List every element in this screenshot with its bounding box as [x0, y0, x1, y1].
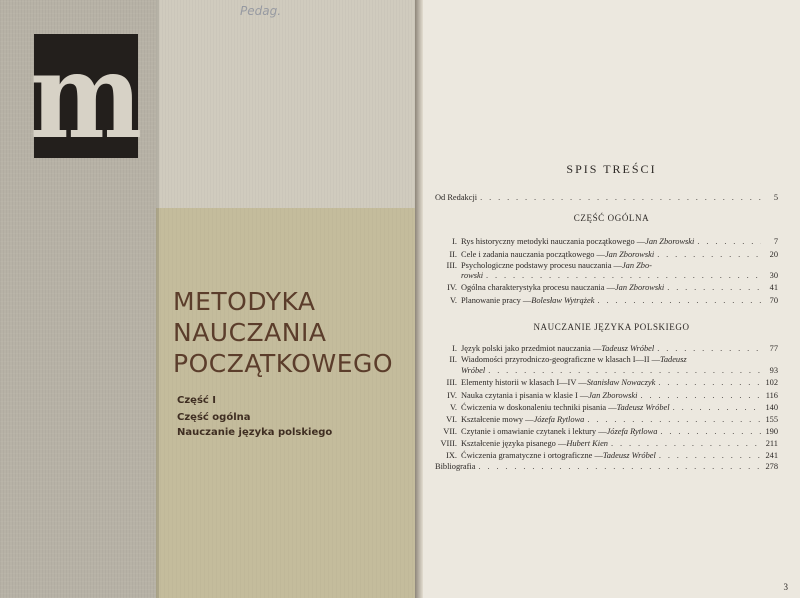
toc-entry — [427, 296, 778, 306]
toc-leader — [488, 366, 761, 376]
toc-leader — [659, 451, 761, 461]
toc-entry — [427, 391, 778, 401]
toc-entry-author: Jan Zborowski — [614, 283, 665, 292]
toc-leader — [640, 391, 761, 401]
toc-entry-page: 5 — [773, 193, 778, 202]
cover-title-line: NAUCZANIA — [173, 318, 327, 347]
toc-entry-number: III. — [446, 261, 457, 270]
toc-entry — [427, 237, 778, 247]
book-gutter — [415, 0, 423, 598]
toc-entry — [427, 283, 778, 293]
logo-letter: m — [29, 26, 143, 165]
toc-entry-title: Rys historyczny metodyki nauczania początkowego — — [461, 237, 646, 246]
toc-entry-page: 93 — [769, 366, 778, 375]
page-number: 3 — [783, 582, 788, 592]
toc-entry-number: IX. — [446, 451, 457, 460]
section-heading: CZĘŚĆ OGÓLNA — [573, 213, 650, 223]
toc-entry-number: V. — [449, 296, 457, 305]
toc-entry-page: 211 — [765, 439, 778, 448]
toc-leader — [660, 427, 761, 437]
toc-entry — [427, 427, 778, 437]
toc-entry-page: 7 — [773, 237, 778, 246]
toc-entry-page: 30 — [769, 271, 778, 280]
toc-entry-author: Tadeusz Wróbel — [602, 451, 656, 460]
toc-entry-continuation — [461, 271, 778, 281]
toc-entry-author: Jan Zbo- — [621, 261, 652, 270]
toc-entry-author: Tadeusz — [659, 355, 687, 364]
cover-board-edge — [156, 0, 159, 598]
cover-subtitle-line: Część ogólna — [177, 412, 251, 423]
toc-entry-title: Bibliografia — [435, 462, 476, 471]
contents-page — [423, 0, 800, 598]
toc-entry-author: Jan Zborowski — [588, 391, 638, 400]
toc-entry-number: VI. — [446, 415, 457, 424]
toc-entry-title: Ćwiczenia w doskonaleniu techniki pisania — — [461, 403, 617, 412]
toc-entry-number: VIII. — [440, 439, 457, 448]
toc-entry — [427, 261, 778, 271]
toc-entry-author: Tadeusz Wróbel — [601, 344, 655, 353]
toc-entry — [427, 344, 778, 354]
toc-entry-page: 140 — [765, 403, 778, 412]
toc-entry-page: 102 — [765, 378, 778, 387]
toc-entry-page: 41 — [769, 283, 778, 292]
toc-entry-page: 77 — [769, 344, 778, 353]
toc-entry-number: IV. — [447, 283, 457, 292]
cover-title-line: POCZĄTKOWEGO — [173, 349, 394, 378]
toc-entry-page: 70 — [769, 296, 778, 305]
toc-entry-intro — [435, 193, 778, 203]
toc-entry-page: 278 — [765, 462, 778, 471]
toc-entry-page: 20 — [769, 250, 778, 259]
toc-entry-page: 241 — [765, 451, 778, 460]
toc-leader — [486, 271, 761, 281]
toc-entry-author: Jan Zborowski — [645, 237, 695, 246]
toc-leader — [480, 193, 761, 203]
toc-entry-page: 116 — [765, 391, 778, 400]
toc-heading: SPIS TREŚCI — [566, 162, 657, 176]
toc-leader — [697, 237, 761, 247]
toc-leader — [478, 462, 761, 472]
toc-entry-number: I. — [452, 344, 457, 353]
toc-entry-title: Ćwiczenia gramatyczne i ortograficzne — — [461, 451, 603, 460]
toc-leader — [587, 415, 761, 425]
cover-board-top — [156, 0, 415, 208]
toc-entry-page: 155 — [765, 415, 778, 424]
toc-entry-author: Józefa Rytlowa — [606, 427, 658, 436]
toc-leader — [611, 439, 761, 449]
toc-entry-title: Kształcenie języka pisanego — — [461, 439, 567, 448]
toc-entry-title: Psychologiczne podstawy procesu nauczania — — [461, 261, 622, 270]
toc-entry-continuation — [461, 366, 778, 376]
toc-entry-title: Od Redakcji — [435, 193, 478, 202]
toc-entry-title: Planowanie pracy — — [461, 296, 532, 305]
cover-part-label: Część I — [177, 395, 217, 406]
toc-entry — [427, 403, 778, 413]
toc-entry-number: I. — [452, 237, 457, 246]
toc-entry-number: II. — [449, 355, 457, 364]
toc-entry-bibliography — [435, 462, 778, 472]
toc-leader — [673, 403, 761, 413]
toc-entry-title: Czytanie i omawianie czytanek i lektury — — [461, 427, 607, 436]
toc-entry — [427, 355, 778, 365]
toc-leader — [658, 378, 761, 388]
publisher-logo — [29, 26, 143, 165]
toc-entry-title: Język polski jako przedmiot nauczania — — [461, 344, 602, 353]
toc-entry-number: V. — [449, 403, 457, 412]
cover-title — [173, 286, 393, 379]
toc-entry-author: Tadeusz Wróbel — [616, 403, 670, 412]
toc-entry — [427, 439, 778, 449]
toc-entry-number: IV. — [447, 391, 457, 400]
toc-entry — [427, 250, 778, 260]
toc-entry-title: Wiadomości przyrodniczo-geograficzne w klasach I—II — — [461, 355, 660, 364]
toc-entry-author: Wróbel — [461, 366, 486, 375]
toc-entry-number: II. — [449, 250, 457, 259]
toc-entry-author: rowski — [461, 271, 484, 280]
toc-entry-page: 190 — [765, 427, 778, 436]
toc-entry-author: Hubert Kien — [566, 439, 608, 448]
section-heading: NAUCZANIE JĘZYKA POLSKIEGO — [533, 322, 690, 332]
toc-leader — [657, 250, 761, 260]
cover-subtitle-line: Nauczanie języka polskiego — [177, 427, 333, 438]
cover-title-line: METODYKA — [173, 287, 316, 316]
toc-entry-author: Bolesław Wytrążek — [531, 296, 595, 305]
toc-leader — [657, 344, 761, 354]
toc-entry — [427, 415, 778, 425]
toc-entry-title: Cele i zadania nauczania początkowego — — [461, 250, 605, 259]
toc-entry-author: Stanisław Nowaczyk — [586, 378, 656, 387]
toc-entry-author: Jan Zborowski — [604, 250, 655, 259]
toc-entry — [427, 378, 778, 388]
toc-entry-title: Elementy historii w klasach I—IV — — [461, 378, 587, 387]
toc-leader — [597, 296, 761, 306]
toc-entry-title: Kształcenie mowy — — [461, 415, 534, 424]
handwritten-note: Pedag. — [240, 4, 282, 18]
toc-entry-title: Nauka czytania i pisania w klasie I — — [461, 391, 589, 400]
toc-entry-title: Ogólna charakterystyka procesu nauczania — — [461, 283, 615, 292]
toc-entry-number: VII. — [443, 427, 457, 436]
toc-entry-number: III. — [446, 378, 457, 387]
toc-leader — [667, 283, 761, 293]
toc-entry — [427, 451, 778, 461]
toc-entry-author: Józefa Rytlowa — [533, 415, 585, 424]
